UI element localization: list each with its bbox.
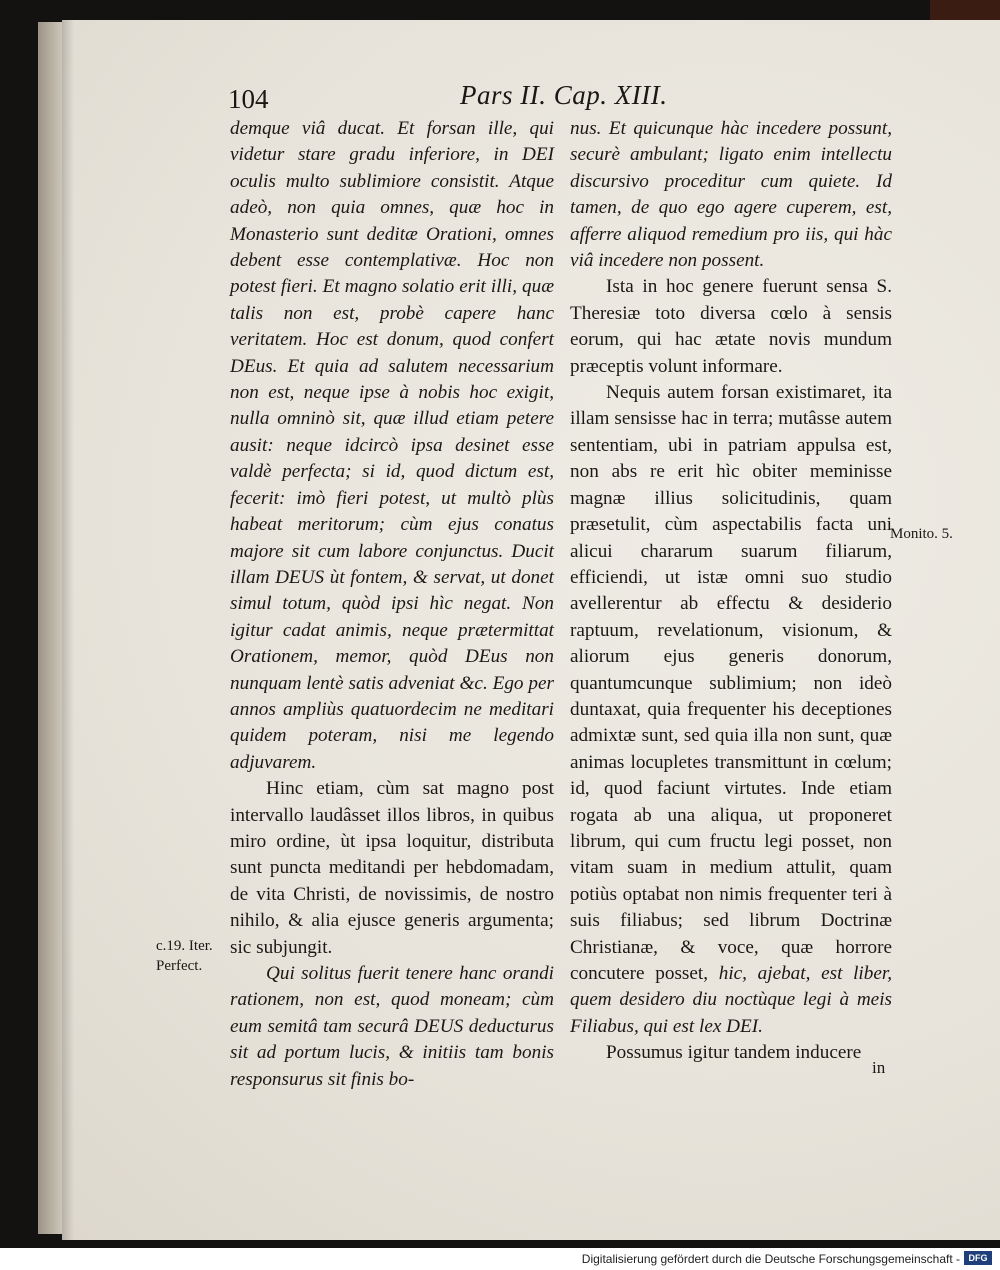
gutter-shadow [62,20,74,1240]
margin-note-right: Monito. 5. [890,526,953,542]
right-paragraph-3: Possumus igitur tandem inducere [606,1042,862,1064]
running-head: Pars II. Cap. XIII. [460,80,668,110]
right-paragraph-2 [570,380,892,1040]
left-paragraph-3: Qui solitus fuerit tenere hanc orandi rationem, non est, quod moneam; cùm eum semitâ tam securâ DEUS deducturus sit ad portum lucis, & initiis tam bonis responsurus sit finis bo- [230,963,554,1090]
right-paragraph-2-quote: hic, ajebat, est liber, quem desidero diu noctùque legi à meis Filiabus, qui est lex DEI. [570,963,892,1037]
right-column [570,116,892,1067]
left-column [230,116,554,1093]
right-paragraph-1b: Ista in hoc genere fuerunt sensa S. Theresiæ toto diversa cœlo à sensis eorum, qui hac ætate novis mundum præceptis volunt informare. [570,276,892,377]
margin-note-left: c.19. Iter. Perfect. [156,938,213,974]
book-cover-corner [930,0,1000,20]
left-paragraph-2: Hinc etiam, cùm sat magno post intervallo laudâsset illos libros, in quibus miro ordine, ùt ipsa loquitur, distributa sunt puncta meditandi per hebdomadam, de vita Christi, de novissimis, de nostro nihilo, & alia ejusce generis argumenta; sic subjungit. [230,778,554,958]
right-paragraph-1: nus. Et quicunque hàc incedere possunt, securè ambulant; ligato enim intellectu discursivo proceditur cum quiete. Id tamen, de quo ego agere cuperem, est, afferre aliquod remedium pro iis, qui hàc viâ incedere non possent. [570,118,892,272]
right-paragraph-2-text: Nequis autem forsan existimaret, ita illam sensisse hac in terra; mutâsse autem sententiam, ubi in patriam appulsa est, non abs re erit hìc obiter meminisse magnæ illius solicitudinis, quam præsetulit, cùm aspectabilis facta uni alicui chararum suarum filiarum, efficiendi, ut istæ omni suo studio avellerentur ab effectu & desiderio raptuum, revelationum, visionum, & aliorum ejus generis donorum, quantumcunque sublimium; non ideò duntaxat, quia frequenter his deceptiones admixtæ sunt, sed quia illa non sunt, quæ animas locupletes transmittunt in cœlum; id, quod faciunt virtutes. Inde etiam rogata ab una aliqua, ut proponeret librum, qui cum fructu legi posset, non vitam suam in medium attulit, quam potiùs optabat non nimis frequenter teri à suis filiabus; sed librum Doctrinæ Christianæ, & voce, quæ horrore concutere posset, [570,382,892,984]
left-paragraph-1: demque viâ ducat. Et forsan ille, qui videtur stare gradu inferiore, in DEI oculis multo sublimiore consistit. Atque adeò, non quia omnes, quæ hoc in Monasterio sunt deditæ Orationi, omnes debent esse contemplativæ. Hoc non potest fieri. Et magno solatio erit illi, quæ talis non est, probè capere hanc veritatem. Hoc est donum, quod confert DEus. Et quia ad salutem necessarium non est, neque ipse à nobis hoc exigit, nulla omninò sit, quæ illud etiam petere ausit: neque idcircò ipsa desinet esse valdè perfecta; si id, quod dictum est, fecerit: imò fieri potest, ut multò plùs habeat meritorum; cùm ejus conatus majore sit cum labore conjunctus. Ducit illam DEUS ùt fontem, & servat, ut donet simul totum, quòd ipsi hìc negat. Non igitur cadat animis, neque prætermittat Orationem, memor, quòd DEus non nunquam lentè satis adveniat &c. Ego per annos ampliùs quatuordecim ne meditari quidem poteram, nisi me legendo adjuvarem. [230,118,554,773]
dfg-logo: DFG [964,1251,992,1265]
page-number: 104 [228,84,269,114]
footer-credit: Digitalisierung gefördert durch die Deutsche Forschungsgemeinschaft - [581,1252,960,1266]
catchword: in [872,1058,886,1077]
